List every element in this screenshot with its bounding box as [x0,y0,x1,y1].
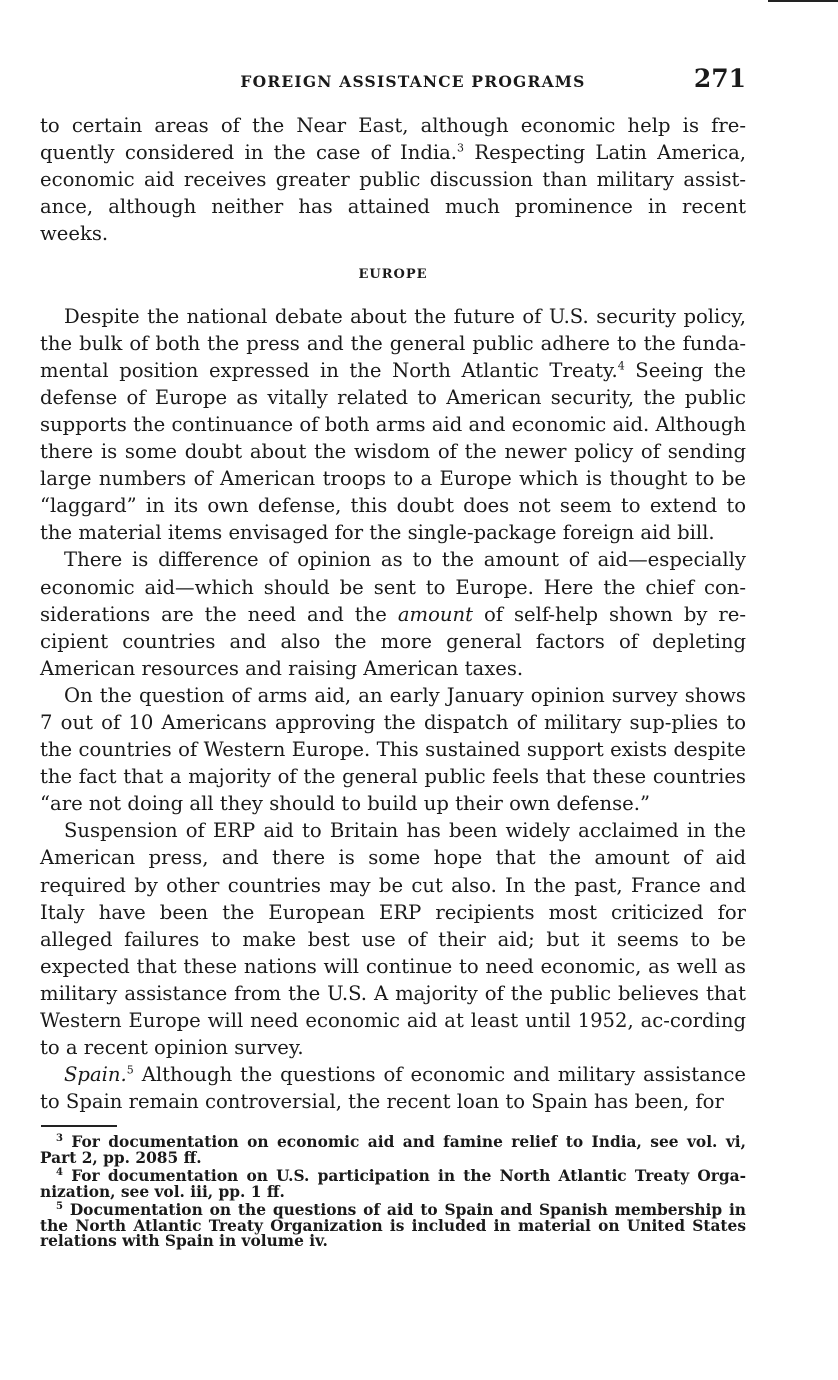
footnotes [40,1135,746,1250]
footnote-ref: 5 [126,1063,134,1077]
footnote [40,1135,746,1166]
paragraph-text: Seeing the defense of Europe as vitally related to American security, the public supports the continuance of both arms aid and economic aid. Although there is some doubt about the wisdom of the newer policy of sending large numbers of American troops to a Europe which is thought to be “laggard” in its own defense, this doubt does not seem to extend to the material items envisaged for the single-package foreign aid bill. [40,358,746,545]
paragraph-text: of self-help shown by re-cipient countries and also the more general factors of depleting American resources and raising American taxes. [40,602,746,680]
footnote-divider [41,1125,117,1127]
running-title: FOREIGN ASSISTANCE PROGRAMS [240,72,586,91]
paragraph-text: There is difference of opinion as to the amount of aid—especially economic aid—which should be sent to Europe. Here the chief con-siderations are the need and the [40,548,746,626]
footnote-number: 4 [56,1167,63,1179]
footnote [40,1203,746,1250]
paragraph: On the question of arms aid, an early January opinion survey shows 7 out of 10 Americans approving the dispatch of military sup-plies to the countries of Western Europe. This sustained support exists despite the fact that a majority of the general public feels that these countries “are not doing all they should to build up their own defense.” [40,683,746,816]
emphasis-text: amount [397,602,474,626]
paragraph-text: Despite the national debate about the future of U.S. security policy, the bulk of both the press and the general public adhere to the funda-mental position expressed in the North Atlantic Treaty. [40,304,746,382]
footnote-number: 3 [56,1133,63,1145]
paragraph-text: to certain areas of the Near East, although economic help is fre-quently considered in the case of India. [40,114,746,165]
paragraph-text: Respecting Latin America, economic aid receives greater public discussion than military assist-ance, although neither has attained much prominence in recent weeks. [40,141,747,246]
paragraph-continuation [40,112,746,247]
page-number: 271 [693,64,746,93]
footnote-number: 5 [56,1201,63,1213]
footnote-text: For documentation on U.S. participation in the North Atlantic Treaty Orga-nization, see vol. iii, pp. 1 ff. [40,1167,747,1201]
book-page [40,62,746,1253]
body-text [40,112,746,1115]
section-heading: EUROPE [358,267,428,283]
paragraph [40,1061,746,1115]
footnote [40,1169,746,1200]
footnote-text: For documentation on economic aid and famine relief to India, see vol. vi, Part 2, pp. 2085 ff. [40,1133,746,1167]
footnote-ref: 3 [457,141,465,155]
paragraph: Suspension of ERP aid to Britain has been widely acclaimed in the American press, and there is some hope that the amount of aid required by other countries may be cut also. In the past, France and Italy have been the European ERP recipients most criticized for alleged failures to make best use of their aid; but it seems to be expected that these nations will continue to need economic, as well as military assistance from the U.S. A majority of the public believes that Western Europe will need economic aid at least until 1952, ac-cording to a recent opinion survey. [40,819,746,1060]
page-edge-mark [768,0,838,2]
paragraph [40,303,746,547]
paragraph [40,546,746,681]
footnote-ref: 4 [617,359,625,373]
run-in-heading: Spain. [64,1063,127,1087]
running-head [40,62,746,98]
footnote-text: Documentation on the questions of aid to Spain and Spanish membership in the North Atlantic Treaty Organization is included in material on United States relations with Spain in volume iv. [40,1201,746,1251]
paragraph-text: Although the questions of economic and military assistance to Spain remain controversial, the recent loan to Spain has been, for [40,1063,746,1114]
